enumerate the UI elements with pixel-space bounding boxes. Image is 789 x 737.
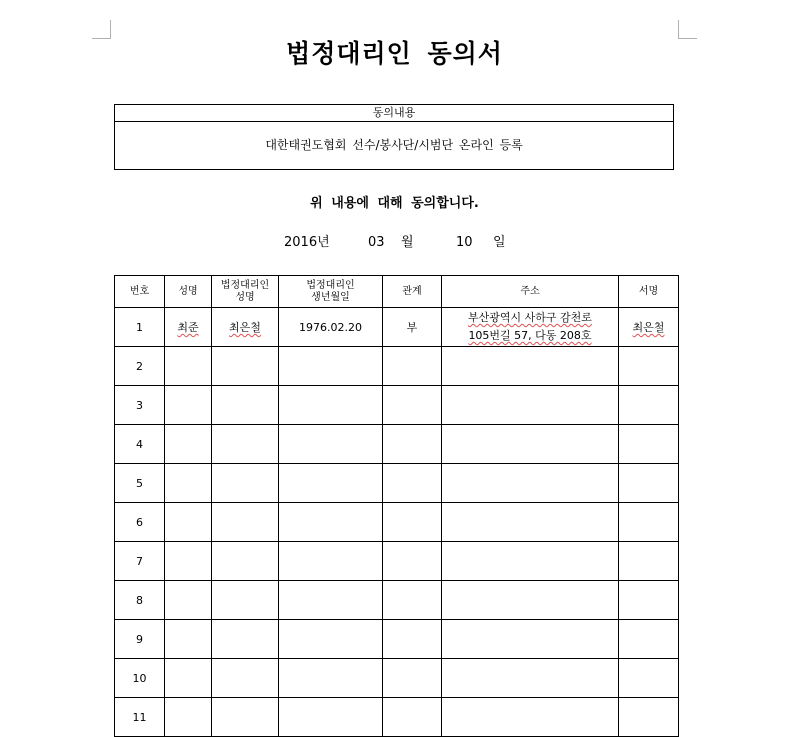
header-name: 성명: [165, 276, 212, 308]
cell-guardian-name[interactable]: [212, 425, 279, 464]
cell-relation[interactable]: [383, 698, 442, 737]
cell-name[interactable]: [165, 347, 212, 386]
cell-address[interactable]: [442, 620, 619, 659]
date-day: 10: [456, 235, 473, 250]
cell-guardian-birth[interactable]: [279, 464, 383, 503]
cell-no: 4: [115, 425, 165, 464]
cell-address[interactable]: [442, 503, 619, 542]
cell-address[interactable]: [442, 542, 619, 581]
cell-guardian-birth[interactable]: [279, 620, 383, 659]
consent-header: 동의내용: [115, 105, 673, 122]
document-title: 법정대리인 동의서: [286, 39, 503, 68]
cell-address[interactable]: [442, 425, 619, 464]
cell-guardian-name[interactable]: [212, 347, 279, 386]
cell-signature[interactable]: [619, 620, 679, 659]
table-row: [115, 386, 679, 425]
cell-no: 2: [115, 347, 165, 386]
date-month-unit: 월: [401, 235, 414, 250]
guardian-table: [114, 275, 679, 737]
date-month: 03: [368, 235, 385, 250]
header-guardian-name: 법정대리인 성명: [212, 276, 279, 308]
cell-relation[interactable]: [383, 386, 442, 425]
cell-name[interactable]: [165, 542, 212, 581]
cell-signature: 최은철: [619, 308, 679, 347]
cell-guardian-name[interactable]: [212, 581, 279, 620]
cell-relation[interactable]: [383, 464, 442, 503]
cell-signature[interactable]: [619, 698, 679, 737]
cell-relation[interactable]: [383, 659, 442, 698]
cell-signature[interactable]: [619, 659, 679, 698]
cell-guardian-name[interactable]: [212, 542, 279, 581]
cell-guardian-name[interactable]: [212, 464, 279, 503]
cell-address: 부산광역시 사하구 감천로 105번길 57, 다동 208호: [442, 308, 619, 347]
cell-guardian-birth[interactable]: [279, 503, 383, 542]
cell-guardian-birth[interactable]: [279, 698, 383, 737]
date-year: 2016년: [284, 235, 330, 250]
cell-no: 5: [115, 464, 165, 503]
table-row: [115, 425, 679, 464]
cell-relation[interactable]: [383, 620, 442, 659]
cell-guardian-birth[interactable]: [279, 659, 383, 698]
table-row: [115, 503, 679, 542]
cell-no: 7: [115, 542, 165, 581]
cell-guardian-birth[interactable]: [279, 386, 383, 425]
cell-name[interactable]: [165, 698, 212, 737]
table-row: [115, 308, 679, 347]
cell-guardian-birth[interactable]: [279, 425, 383, 464]
cell-name: 최준: [165, 308, 212, 347]
cell-relation[interactable]: [383, 347, 442, 386]
header-no: 번호: [115, 276, 165, 308]
cell-signature[interactable]: [619, 581, 679, 620]
cell-signature[interactable]: [619, 425, 679, 464]
cell-no: 10: [115, 659, 165, 698]
cell-signature[interactable]: [619, 386, 679, 425]
cell-guardian-name: 최은철: [212, 308, 279, 347]
cell-name[interactable]: [165, 386, 212, 425]
cell-signature[interactable]: [619, 464, 679, 503]
date-day-unit: 일: [493, 235, 506, 250]
cell-signature[interactable]: [619, 347, 679, 386]
cell-relation[interactable]: [383, 425, 442, 464]
cell-signature[interactable]: [619, 542, 679, 581]
table-header-row: [115, 276, 679, 308]
cell-guardian-name[interactable]: [212, 386, 279, 425]
cell-no: 1: [115, 308, 165, 347]
table-row: [115, 698, 679, 737]
cell-address[interactable]: [442, 659, 619, 698]
cell-no: 8: [115, 581, 165, 620]
header-signature: 서명: [619, 276, 679, 308]
cell-guardian-birth[interactable]: [279, 542, 383, 581]
cell-address[interactable]: [442, 698, 619, 737]
cell-guardian-name[interactable]: [212, 698, 279, 737]
cell-address[interactable]: [442, 581, 619, 620]
cell-signature[interactable]: [619, 503, 679, 542]
cell-no: 6: [115, 503, 165, 542]
cell-relation: 부: [383, 308, 442, 347]
header-address: 주소: [442, 276, 619, 308]
cell-guardian-birth[interactable]: [279, 581, 383, 620]
table-row: [115, 347, 679, 386]
cell-address[interactable]: [442, 464, 619, 503]
cell-no: 9: [115, 620, 165, 659]
cell-guardian-name[interactable]: [212, 620, 279, 659]
cell-name[interactable]: [165, 581, 212, 620]
cell-name[interactable]: [165, 620, 212, 659]
cell-guardian-name[interactable]: [212, 659, 279, 698]
agreement-statement: 위 내용에 대해 동의합니다.: [310, 196, 479, 211]
table-row: [115, 659, 679, 698]
consent-box: [114, 104, 674, 170]
cell-address[interactable]: [442, 347, 619, 386]
cell-address[interactable]: [442, 386, 619, 425]
cell-relation[interactable]: [383, 503, 442, 542]
cell-relation[interactable]: [383, 542, 442, 581]
table-row: [115, 581, 679, 620]
table-row: [115, 620, 679, 659]
cell-relation[interactable]: [383, 581, 442, 620]
cell-name[interactable]: [165, 659, 212, 698]
cell-guardian-name[interactable]: [212, 503, 279, 542]
cell-name[interactable]: [165, 464, 212, 503]
header-relation: 관계: [383, 276, 442, 308]
cell-guardian-birth[interactable]: [279, 347, 383, 386]
header-guardian-birth: 법정대리인 생년월일: [279, 276, 383, 308]
table-row: [115, 464, 679, 503]
consent-body: 대한태권도협회 선수/봉사단/시범단 온라인 등록: [265, 138, 523, 152]
cell-guardian-birth: 1976.02.20: [279, 308, 383, 347]
cell-name[interactable]: [165, 425, 212, 464]
cell-no: 11: [115, 698, 165, 737]
cell-no: 3: [115, 386, 165, 425]
table-row: [115, 542, 679, 581]
cell-name[interactable]: [165, 503, 212, 542]
